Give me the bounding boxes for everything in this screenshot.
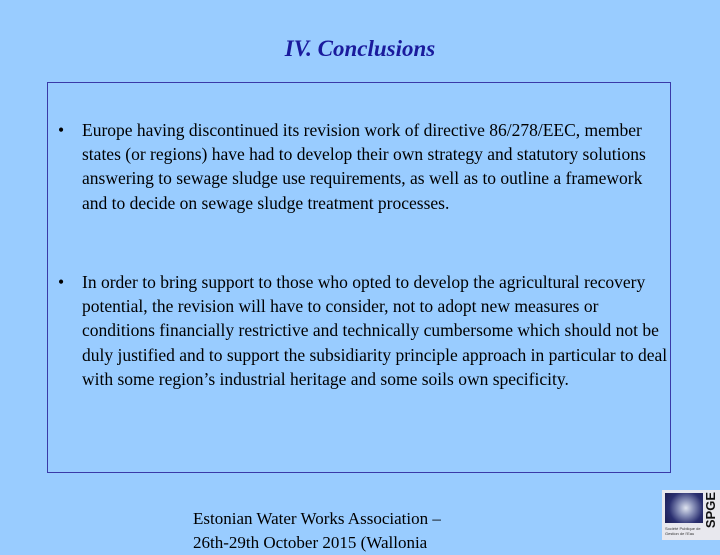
bullet-marker: • bbox=[58, 120, 65, 140]
footer-line-2: 26th-29th October 2015 (Wallonia bbox=[193, 533, 428, 552]
bullet-text: In order to bring support to those who opted to develop the agricultural recovery potential, the revision will have to consider, not to adopt new measures or conditions financially restrictive and technically cumbersome which should not be duly justified and to support the subsidiarity principle approach in particular to deal with some region’s industrial heritage and some soils own specificity. bbox=[82, 272, 668, 389]
bullet-item bbox=[58, 118, 668, 215]
logo-text: SPGE bbox=[703, 492, 718, 529]
content-box bbox=[47, 82, 671, 473]
logo-caption: Société Publique de Gestion de l'Eau bbox=[665, 526, 701, 536]
footer-line-1: Estonian Water Works Association – bbox=[193, 509, 441, 528]
spge-logo bbox=[662, 490, 720, 540]
bullet-item bbox=[58, 270, 668, 391]
bullet-text: Europe having discontinued its revision work of directive 86/278/EEC, member states (or regions) have had to develop their own strategy and statutory solutions answering to sewage sludge use requirements, as well as to outline a framework and to decide on sewage sludge treatment processes. bbox=[82, 120, 646, 213]
slide-title: IV. Conclusions bbox=[284, 36, 436, 61]
logo-swirl-image bbox=[665, 493, 703, 523]
footer bbox=[193, 507, 441, 555]
bullet-marker: • bbox=[58, 272, 65, 292]
